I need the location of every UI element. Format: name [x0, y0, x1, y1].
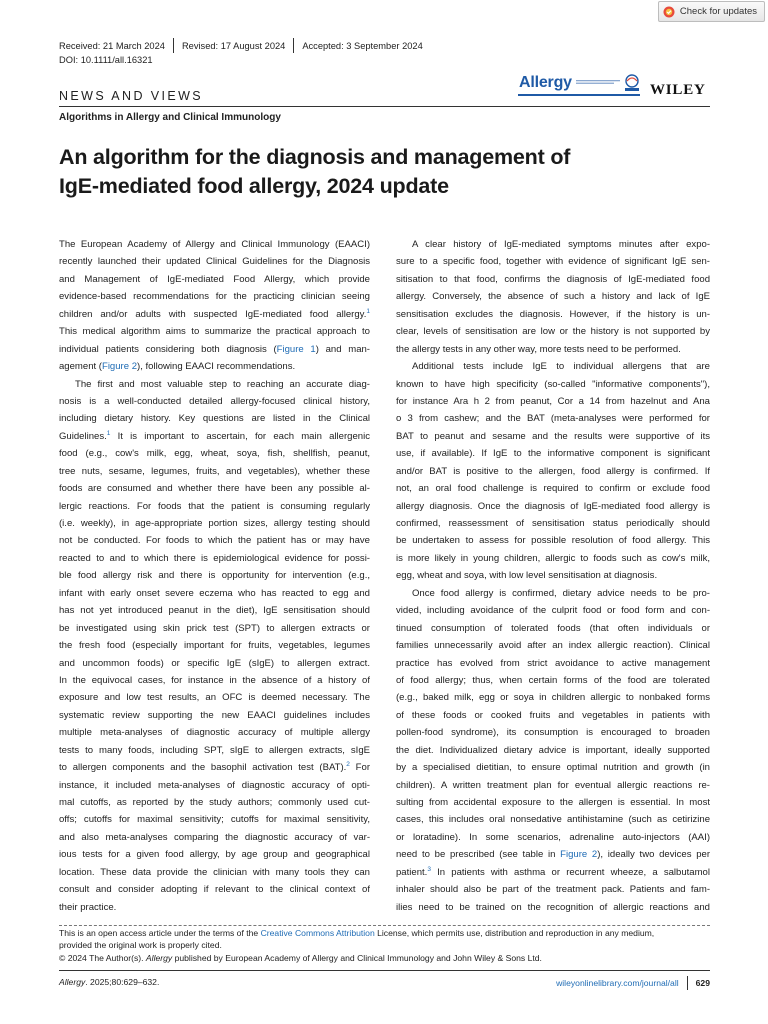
- text-line: [396, 253, 710, 270]
- figure-link[interactable]: Figure 2: [101, 361, 138, 373]
- text-segment: known to have high specificity (so-called "informative components"),: [396, 378, 710, 390]
- text-segment: BAT to peanut and sesame and the results were supportive of its: [396, 430, 710, 442]
- text-segment: tinued consumption of tolerated foods (that often individuals or: [396, 622, 710, 634]
- text-line: [59, 253, 370, 270]
- text-segment: not, an oral food challenge is required to confirm or exclude food: [396, 483, 710, 495]
- footer-rule: [59, 970, 710, 971]
- text-line: [396, 689, 710, 706]
- text-line: [59, 271, 370, 288]
- text-segment: infant with early onset severe eczema who has reacted to egg and: [59, 587, 370, 599]
- text-line: [59, 306, 370, 323]
- wiley-logo[interactable]: WILEY: [650, 82, 706, 98]
- citation-details: . 2025;80:629–632.: [85, 977, 160, 987]
- text-segment: egg, wheat and soya, with low level sensitisation at diagnosis.: [396, 570, 658, 582]
- text-line: [396, 811, 710, 828]
- text-line: [396, 585, 710, 602]
- text-line: [396, 899, 710, 916]
- text-line: [59, 498, 370, 515]
- check-for-updates-label: Check for updates: [679, 6, 757, 17]
- text-line: [59, 445, 370, 462]
- text-segment: sure to a specific food, together with evidence of significant IgE sen-: [396, 256, 710, 268]
- journal-publisher-logos: [518, 71, 710, 103]
- text-segment: allergy. Conversely, the absence of such a history and lack of IgE: [396, 291, 710, 303]
- text-line: [396, 881, 710, 898]
- text-segment: patient.: [396, 866, 428, 878]
- article-title: [59, 143, 679, 201]
- accepted-date: Accepted: 3 September 2024: [302, 40, 423, 51]
- text-line: [396, 306, 710, 323]
- text-segment: ious tests for a given food allergy, by age group and geographical: [59, 849, 370, 861]
- license-text: This is an open access article under the terms of the: [59, 928, 261, 938]
- text-segment: to allergen components and the basophil activation test (BAT).: [59, 762, 347, 774]
- text-segment: need to be prescribed (see table in: [396, 849, 561, 861]
- text-segment: In the equivocal cases, for instance in the absence of a history of: [59, 674, 370, 686]
- text-line: [396, 480, 710, 497]
- text-segment: tree nuts, sesame, legumes, fruits, and vegetables), whether these: [59, 465, 370, 477]
- reference-link[interactable]: 2: [346, 761, 350, 769]
- text-line: [59, 811, 370, 828]
- text-line: [396, 759, 710, 776]
- text-line: [59, 759, 370, 776]
- license-text: License, which permits use, distribution and reproduction in any medium,: [374, 928, 655, 938]
- text-line: [396, 707, 710, 724]
- text-line: [396, 724, 710, 741]
- text-line: [59, 602, 370, 619]
- text-line: [59, 829, 370, 846]
- text-segment: nosis is a well-conducted detailed allergy-focused clinical history,: [59, 395, 370, 407]
- text-line: [396, 794, 710, 811]
- text-segment: systematic review supporting the new EAACI guidelines includes: [59, 709, 370, 721]
- text-segment: clear, levels of sensitisation are low or the history is not supported by: [396, 326, 710, 338]
- allergy-journal-logo[interactable]: Allergy: [519, 74, 572, 91]
- text-line: [59, 742, 370, 759]
- text-segment: tests to many foods, including SPT, sIgE to allergen extracts, sIgE: [59, 744, 370, 756]
- text-line: [59, 672, 370, 689]
- text-line: [59, 794, 370, 811]
- text-line: [59, 341, 370, 358]
- figure-link[interactable]: Figure 1: [276, 343, 316, 355]
- text-line: [396, 341, 710, 358]
- text-line: [59, 515, 370, 532]
- text-segment: sitisation to that food, confirms the diagnosis of IgE-mediated food: [396, 273, 710, 285]
- citation: [59, 977, 159, 987]
- text-segment: is more likely in young children, allergic to foods such as cow's milk,: [396, 552, 710, 564]
- text-segment: and uncommon foods) or specific IgE (sIgE) to allergen extract.: [59, 657, 370, 669]
- text-line: [396, 428, 710, 445]
- text-segment: (e.g., baked milk, egg or soya in children allergic to nonbaked forms: [396, 692, 710, 704]
- text-segment: of food allergy; thus, when certain forms of the food are tolerated: [396, 674, 710, 686]
- text-segment: exposure and low test results, an OFC is deemed necessary. The: [59, 692, 370, 704]
- text-line: [396, 393, 710, 410]
- text-segment: or loratadine). In some scenarios, adrenaline auto-injectors (AAI): [396, 831, 710, 843]
- text-segment: cases, this includes oral nonsedative antihistamine (such as cetirizine: [396, 814, 710, 826]
- creative-commons-link[interactable]: Creative Commons Attribution: [260, 928, 375, 938]
- copyright-text: published by European Academy of Allergy and Clinical Immunology and John Wiley & Sons Ltd.: [172, 952, 542, 963]
- text-line: [396, 236, 710, 253]
- text-segment: the fresh food (especially important for fruits, vegetables, legumes: [59, 640, 370, 652]
- text-line: [59, 480, 370, 497]
- text-segment: sensitisation excludes the diagnosis. However, if the history is un-: [396, 308, 710, 320]
- text-segment: A clear history of IgE-mediated symptoms minutes after expo-: [412, 239, 710, 250]
- text-line: [59, 393, 370, 410]
- text-line: [396, 515, 710, 532]
- received-date: Received: 21 March 2024: [59, 40, 165, 51]
- text-segment: and/or BAT is positive to the allergen, food allergy is confirmed. If: [396, 465, 710, 477]
- text-line: [396, 463, 710, 480]
- text-segment: offs; cutoffs for maximal sensitivity; cutoffs for maximal sensitivity,: [59, 814, 370, 826]
- license-footnote: [59, 927, 714, 964]
- reference-link[interactable]: 1: [366, 307, 370, 315]
- text-segment: ilies need to be trained on the recognition of allergic reactions and: [396, 901, 710, 913]
- article-dates: [59, 38, 423, 53]
- divider: [293, 38, 294, 53]
- text-line: [59, 323, 370, 340]
- text-segment: agement (: [59, 361, 102, 373]
- check-for-updates-button[interactable]: [658, 1, 765, 22]
- text-line: [59, 428, 370, 445]
- text-line: [396, 829, 710, 846]
- text-segment: allergy diagnosis. Once the diagnosis of IgE-mediated food allergy is: [396, 500, 710, 512]
- text-line: [59, 707, 370, 724]
- text-line: [59, 410, 370, 427]
- text-segment: ) and man-: [315, 343, 370, 355]
- page-number: 629: [695, 978, 710, 988]
- text-line: [396, 550, 710, 567]
- text-segment: Once food allergy is confirmed, dietary advice needs to be pro-: [412, 587, 710, 599]
- license-text: provided the original work is properly cited.: [59, 940, 222, 951]
- text-line: [59, 899, 370, 916]
- text-line: [396, 777, 710, 794]
- text-line: [59, 288, 370, 305]
- text-segment: ble food allergy risk and there is opportunity for intervention (e.g.,: [59, 570, 370, 582]
- text-segment: The first and most valuable step to reaching an accurate diag-: [75, 378, 370, 390]
- citation-journal: Allergy: [59, 977, 86, 987]
- doi[interactable]: DOI: 10.1111/all.16321: [59, 55, 153, 65]
- text-line: [59, 567, 370, 584]
- text-segment: food (e.g., cow's milk, egg, wheat, soya, fish, shellfish, peanut,: [59, 448, 370, 460]
- section-label: NEWS AND VIEWS: [59, 89, 204, 103]
- revised-date: Revised: 17 August 2024: [181, 40, 286, 51]
- text-segment: evidence-based recommendations for the practicing clinician seeing: [59, 291, 370, 303]
- text-line: [396, 376, 710, 393]
- text-segment: the allergy tests in any other way, more tests need to be performed.: [396, 343, 681, 355]
- text-segment: including dietary history. Key questions are listed in the Clinical: [59, 413, 370, 425]
- text-segment: vided, including avoidance of the culprit food or food form and con-: [396, 605, 710, 617]
- text-line: [396, 846, 710, 863]
- page-footer: [556, 976, 710, 990]
- text-line: [59, 463, 370, 480]
- text-line: [396, 864, 710, 881]
- section-rule: [59, 106, 710, 107]
- text-segment: confirmed, reassessment of sensitisation status periodically should: [396, 518, 710, 529]
- text-segment: It is important to ascertain, for each main allergenic: [110, 430, 370, 442]
- text-line: [396, 655, 710, 672]
- text-segment: has not yet introduced peanut in the diet), IgE sensitisation should: [59, 605, 370, 617]
- text-line: [59, 358, 370, 375]
- text-segment: not be conducted. For foods to which the patient has or may have: [59, 535, 370, 547]
- text-segment: families unnecessarily avoid after an index allergic reaction). Clinical: [396, 640, 710, 652]
- text-line: [59, 550, 370, 567]
- subsection-label: Algorithms in Allergy and Clinical Immunology: [59, 112, 281, 123]
- text-segment: by a specialised dietitian, to ensure optimal nutrition and growth (in: [396, 762, 710, 774]
- text-segment: This medical algorithm aims to summarize the practical approach to: [59, 326, 370, 338]
- text-line: [59, 689, 370, 706]
- text-line: [396, 498, 710, 515]
- text-line: [396, 271, 710, 288]
- text-line: [59, 637, 370, 654]
- title-line-2: IgE-mediated food allergy, 2024 update: [59, 174, 449, 198]
- text-line: [59, 864, 370, 881]
- divider: [173, 38, 174, 53]
- text-segment: and also meta-analyses comparing the diagnostic accuracy of var-: [59, 831, 370, 843]
- text-segment: of these foods or cooked fruits and vegetables in patients with: [396, 709, 710, 721]
- text-segment: Guidelines.: [59, 430, 107, 442]
- text-line: [59, 655, 370, 672]
- text-segment: children). A written treatment plan for eventual allergic reactions re-: [396, 779, 710, 791]
- text-line: [396, 532, 710, 549]
- logo-underline: [518, 94, 640, 96]
- body-column-right: [396, 236, 710, 916]
- footnote-divider: [59, 925, 710, 926]
- text-segment: lergic reactions. For foods that the patient is consuming regularly: [59, 500, 370, 512]
- text-line: [396, 410, 710, 427]
- text-segment: individual patients considering both diagnosis (: [59, 343, 277, 355]
- text-segment: inhaler should also be part of the treatment pack. Patients and fam-: [396, 884, 710, 896]
- eaaci-logo-icon: [622, 73, 642, 93]
- text-line: [396, 567, 710, 584]
- text-segment: o 3 from cashew; and the BAT (meta-analyses were performed for: [396, 413, 710, 425]
- text-line: [59, 585, 370, 602]
- text-segment: be undertaken to assess for possible resolution of food allergy. This: [396, 535, 710, 547]
- divider: [687, 976, 688, 990]
- text-segment: recently launched their updated Clinical Guidelines for the Diagnosis: [59, 256, 370, 268]
- text-line: [59, 376, 370, 393]
- text-line: [396, 288, 710, 305]
- text-segment: Additional tests include IgE to individual allergens that are: [412, 361, 710, 373]
- text-line: [396, 323, 710, 340]
- text-segment: and Management of IgE-mediated Food Allergy, which provide: [59, 273, 370, 285]
- figure-link[interactable]: Figure 2: [560, 849, 598, 861]
- text-line: [396, 358, 710, 375]
- text-line: [59, 620, 370, 637]
- text-segment: the diet. Individualized dietary advice is important, ideally supported: [396, 744, 710, 756]
- text-line: [396, 620, 710, 637]
- text-segment: consult and consider adopting if relevant to the clinical context of: [59, 884, 370, 896]
- text-segment: reacted to and to which there is epidemiological evidence for possi-: [59, 552, 370, 564]
- text-segment: practice has evolved from strict avoidance to active management: [396, 657, 710, 669]
- title-line-1: An algorithm for the diagnosis and management of: [59, 145, 571, 169]
- text-line: [59, 846, 370, 863]
- copyright-journal: Allergy: [145, 952, 173, 963]
- text-line: [59, 724, 370, 741]
- text-segment: children and/or adults with suspected IgE-mediated food allergy.: [59, 308, 367, 320]
- text-segment: foods are consumed and whether there have been any possible al-: [59, 483, 370, 495]
- text-segment: For: [349, 762, 370, 774]
- text-segment: for instance Ara h 2 from peanut, Cor a 14 from hazelnut and Ana: [396, 395, 710, 407]
- text-segment: ), following EAACI recommendations.: [137, 361, 296, 373]
- text-line: [59, 881, 370, 898]
- text-segment: their practice.: [59, 901, 117, 913]
- text-line: [59, 777, 370, 794]
- text-line: [396, 637, 710, 654]
- text-line: [396, 672, 710, 689]
- text-line: [59, 532, 370, 549]
- text-segment: multiple meta-analyses of diagnostic accuracy of multiple allergy: [59, 727, 370, 739]
- update-icon: [663, 6, 675, 18]
- text-segment: instance, it included meta-analyses of diagnostic accuracy of opti-: [59, 779, 370, 791]
- text-line: [396, 742, 710, 759]
- text-segment: use, if available). If IgE to the informative component is significant: [396, 448, 710, 460]
- text-segment: In patients with asthma or recurrent wheeze, a salbutamol: [430, 866, 710, 878]
- text-segment: location. These data provide the clinician with many tools they can: [59, 866, 370, 878]
- text-segment: be investigated using skin prick test (SPT) to allergen extracts or: [59, 622, 370, 634]
- text-line: [59, 236, 370, 253]
- text-segment: ), ideally two devices per: [597, 849, 710, 861]
- text-line: [396, 445, 710, 462]
- text-line: [396, 602, 710, 619]
- text-segment: (i.e. weekly), in age-appropriate portion sizes, allergy testing should: [59, 518, 370, 529]
- reference-link[interactable]: 3: [427, 865, 431, 873]
- text-segment: pollen-food syndrome), its consumption is encouraged to broaden: [396, 727, 710, 739]
- text-segment: The European Academy of Allergy and Clinical Immunology (EAACI): [59, 239, 370, 250]
- text-segment: mal cutoffs, as reported by the study authors; commonly used cut-: [59, 797, 370, 808]
- reference-link[interactable]: 1: [106, 429, 111, 437]
- text-segment: sulting from accidental exposure to the allergen is essential. In most: [396, 797, 710, 808]
- journal-url-link[interactable]: wileyonlinelibrary.com/journal/all: [556, 978, 679, 988]
- copyright-text: © 2024 The Author(s).: [59, 952, 146, 963]
- body-column-left: [59, 236, 370, 916]
